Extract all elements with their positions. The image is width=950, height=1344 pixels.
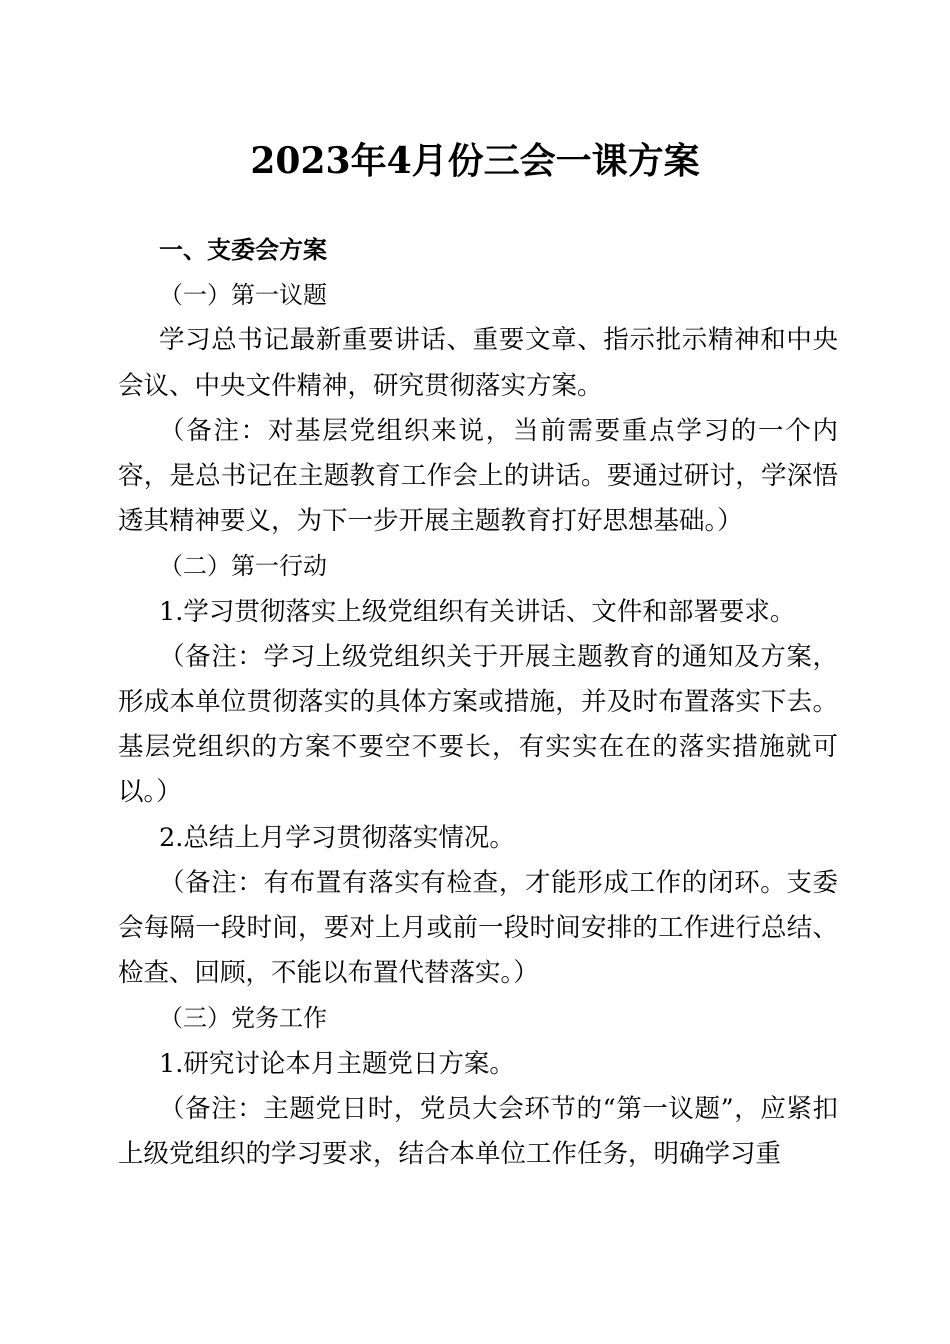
paragraph-item-1-implement: 1.学习贯彻落实上级党组织有关讲话、文件和部署要求。	[159, 596, 796, 627]
subsection-heading-first-action: （二）第一行动	[159, 552, 327, 581]
paragraph-item-2-summary: 2.总结上月学习贯彻落实情况。	[159, 822, 515, 853]
paragraph-study-content: 学习总书记最新重要讲话、重要文章、指示批示精神和中央会议、中央文件精神，研究贯彻落实方案。	[118, 325, 838, 401]
paragraph-item-1-party-day: 1.研究讨论本月主题党日方案。	[159, 1048, 515, 1079]
section-heading-branch-committee: 一、支委会方案	[159, 236, 327, 264]
paragraph-note-party-day: （备注：主题党日时，党员大会环节的“第一议题”，应紧扣上级党组织的学习要求，结合本单位工作任务，明确学习重	[118, 1093, 838, 1170]
subsection-heading-first-topic: （一）第一议题	[159, 281, 327, 310]
paragraph-note-summary: （备注：有布置有落实有检查，才能形成工作的闭环。支委会每隔一段时间，要对上月或前一段时间安排的工作进行总结、检查、回顾，不能以布置代替落实。）	[118, 867, 838, 989]
paragraph-note-implement: （备注：学习上级党组织关于开展主题教育的通知及方案，形成本单位贯彻落实的具体方案或措施，并及时布置落实下去。基层党组织的方案不要空不要长，有实实在在的落实措施就可以。）	[118, 641, 838, 808]
subsection-heading-party-affairs: （三）党务工作	[159, 1004, 327, 1033]
document-body	[118, 228, 838, 1177]
document-title: 2023年4月份三会一课方案	[250, 140, 700, 182]
paragraph-note-study: （备注：对基层党组织来说，当前需要重点学习的一个内容，是总书记在主题教育工作会上的讲话。要通过研讨，学深悟透其精神要义，为下一步开展主题教育打好思想基础。）	[118, 415, 838, 537]
